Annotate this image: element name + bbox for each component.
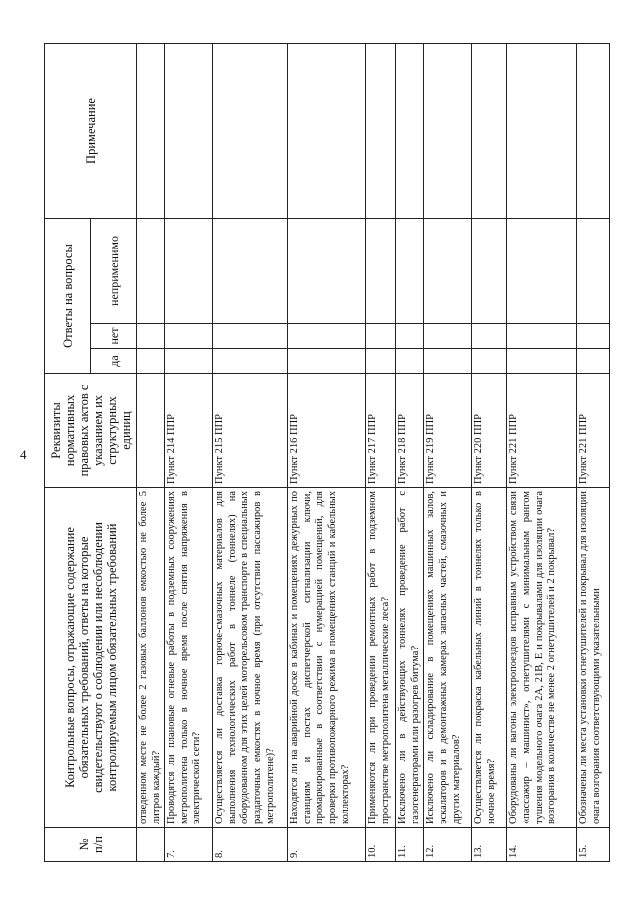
rotated-table-container	[44, 44, 604, 862]
page-number: 4	[20, 447, 27, 462]
note-cell[interactable]	[213, 43, 288, 218]
answer-no-cell[interactable]	[165, 324, 213, 349]
row-requisite	[137, 374, 165, 488]
row-question: Обозначены ли места установки огнетушителей и покрывал для изоляции очага возгорания соответствующими указательными	[577, 488, 610, 828]
row-num: 11.	[396, 828, 424, 862]
row-requisite: Пункт 220 ППР	[472, 374, 507, 488]
header-note: Примечание	[45, 43, 137, 218]
answer-no-cell[interactable]	[424, 324, 472, 349]
row-question: Исключено ли складирование в помещениях машинных залов, эскалаторов и в демонтажных камерах запасных частей, смазочных и других материалов?	[424, 488, 472, 828]
table-row	[288, 43, 366, 861]
row-num: 12.	[424, 828, 472, 862]
answer-na-cell[interactable]	[165, 218, 213, 323]
answer-no-cell[interactable]	[366, 324, 396, 349]
row-num: 9.	[288, 828, 366, 862]
answer-yes-cell[interactable]	[396, 349, 424, 374]
row-requisite: Пункт 216 ППР	[288, 374, 366, 488]
note-cell[interactable]	[472, 43, 507, 218]
table-row	[165, 43, 213, 861]
row-num: 14.	[507, 828, 577, 862]
header-no: нет	[91, 324, 137, 349]
table-body	[137, 43, 610, 861]
row-requisite: Пункт 219 ППР	[424, 374, 472, 488]
row-requisite: Пункт 218 ППР	[396, 374, 424, 488]
table-row	[577, 43, 610, 861]
checklist-table	[44, 43, 610, 862]
header-yes: да	[91, 349, 137, 374]
row-question: Находятся ли на аварийной доске в кабинах и помещениях дежурных по станциям и постах диспетчерской сигнализации ключи, промаркированные в соответствии с нумерацией помещений, для проверки противопожарного режима в помещениях станций и кабельных коллекторах?	[288, 488, 366, 828]
answer-na-cell[interactable]	[366, 218, 396, 323]
header-requisites: Реквизиты нормативных правовых актов с указанием их структурных единиц	[45, 374, 137, 488]
row-num: 15.	[577, 828, 610, 862]
answer-no-cell[interactable]	[577, 324, 610, 349]
table-row	[507, 43, 577, 861]
answer-yes-cell[interactable]	[137, 349, 165, 374]
note-cell[interactable]	[366, 43, 396, 218]
note-cell[interactable]	[424, 43, 472, 218]
note-cell[interactable]	[288, 43, 366, 218]
answer-yes-cell[interactable]	[507, 349, 577, 374]
answer-yes-cell[interactable]	[366, 349, 396, 374]
row-num: 10.	[366, 828, 396, 862]
row-question: Осуществляется ли доставка горюче-смазочных материалов для выполнения технологических работ в тоннеле (тоннелях) на оборудованном для этих целей моторельсовом транспорте в специальных раздаточных емкостях в ночное время (при отсутствии пассажиров в метрополитене)?	[213, 488, 288, 828]
answer-na-cell[interactable]	[472, 218, 507, 323]
answer-no-cell[interactable]	[213, 324, 288, 349]
answer-na-cell[interactable]	[137, 218, 165, 323]
table-row	[137, 43, 165, 861]
header-answers: Ответы на вопросы	[45, 218, 91, 373]
answer-na-cell[interactable]	[577, 218, 610, 323]
answer-yes-cell[interactable]	[288, 349, 366, 374]
answer-yes-cell[interactable]	[472, 349, 507, 374]
row-question: Осуществляется ли покраска кабельных линий в тоннелях только в ночное время?	[472, 488, 507, 828]
row-requisite: Пункт 215 ППР	[213, 374, 288, 488]
header-question: Контрольные вопросы, отражающие содержание обязательных требований, ответы на которые свидетельствуют о соблюдении или несоблюдении контролируемым лицом обязательных требований	[45, 488, 137, 828]
header-num: № п/п	[45, 828, 137, 862]
table-row	[366, 43, 396, 861]
row-num: 7.	[165, 828, 213, 862]
row-requisite: Пункт 221 ППР	[577, 374, 610, 488]
answer-yes-cell[interactable]	[577, 349, 610, 374]
note-cell[interactable]	[396, 43, 424, 218]
row-requisite: Пункт 221 ППР	[507, 374, 577, 488]
answer-no-cell[interactable]	[137, 324, 165, 349]
row-requisite: Пункт 217 ППР	[366, 374, 396, 488]
answer-no-cell[interactable]	[472, 324, 507, 349]
row-question: Оборудованы ли вагоны электропоездов исправным устройством связи «пассажир – машинист», огнетушителями с минимальным рангом тушения модельного очага 2А, 21В, Е и покрывалами для изоляции очага возгорания в количестве не менее 2 огнетушителей и 2 покрывал?	[507, 488, 577, 828]
table-row	[472, 43, 507, 861]
answer-na-cell[interactable]	[288, 218, 366, 323]
table-row	[396, 43, 424, 861]
table-row	[213, 43, 288, 861]
answer-na-cell[interactable]	[507, 218, 577, 323]
row-question: Исключено ли в действующих тоннелях проведение работ с газогенераторами или разогрев битума?	[396, 488, 424, 828]
row-num: 8.	[213, 828, 288, 862]
answer-no-cell[interactable]	[396, 324, 424, 349]
note-cell[interactable]	[165, 43, 213, 218]
table-row	[424, 43, 472, 861]
note-cell[interactable]	[507, 43, 577, 218]
answer-na-cell[interactable]	[424, 218, 472, 323]
answer-na-cell[interactable]	[213, 218, 288, 323]
row-num: 13.	[472, 828, 507, 862]
answer-na-cell[interactable]	[396, 218, 424, 323]
header-na: неприменимо	[91, 218, 137, 323]
row-question: Применяются ли при проведении ремонтных работ в подземном пространстве метрополитена металлические леса?	[366, 488, 396, 828]
answer-yes-cell[interactable]	[424, 349, 472, 374]
row-requisite: Пункт 214 ППР	[165, 374, 213, 488]
row-question: отведенном месте не более 2 газовых баллонов емкостью не более 5 литров каждый?	[137, 488, 165, 828]
answer-no-cell[interactable]	[507, 324, 577, 349]
note-cell[interactable]	[577, 43, 610, 218]
row-num	[137, 828, 165, 862]
answer-yes-cell[interactable]	[213, 349, 288, 374]
answer-no-cell[interactable]	[288, 324, 366, 349]
answer-yes-cell[interactable]	[165, 349, 213, 374]
note-cell[interactable]	[137, 43, 165, 218]
row-question: Проводятся ли плановые огневые работы в подземных сооружениях метрополитена только в ночное время после снятия напряжения в электрической сети?	[165, 488, 213, 828]
